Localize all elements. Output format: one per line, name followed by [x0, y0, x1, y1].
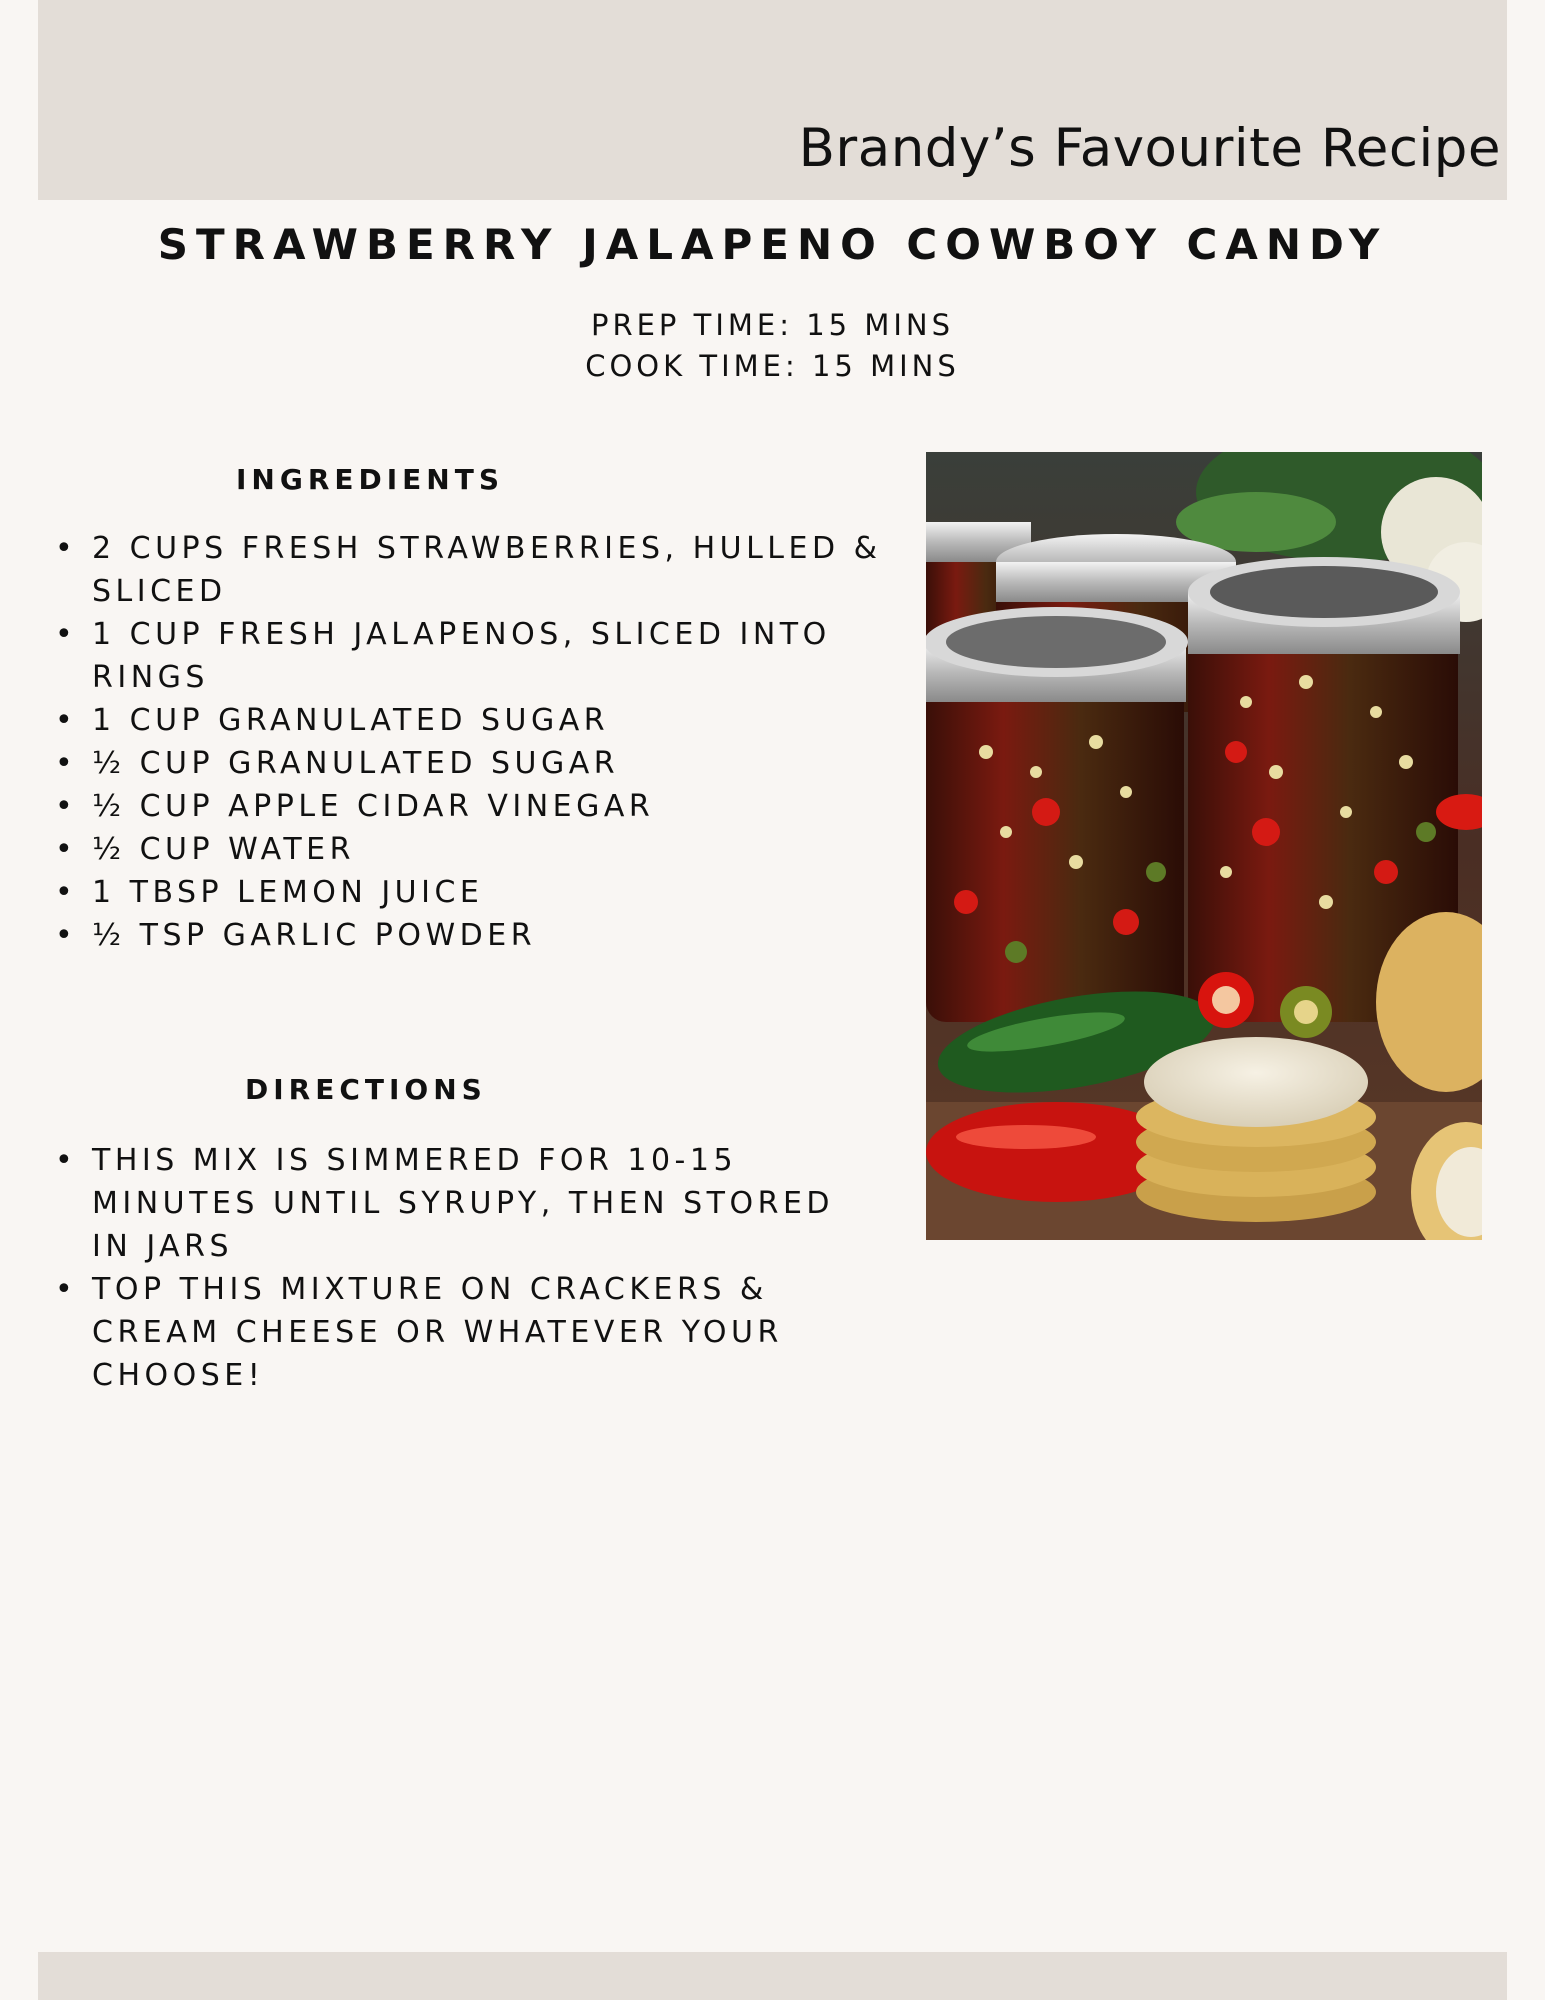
ingredient-item: [55, 742, 885, 785]
ingredient-item: [55, 914, 885, 957]
ingredients-heading: INGREDIENTS: [236, 463, 505, 496]
cowboy-candy-jars-image: [926, 452, 1482, 1240]
bullet-icon: •: [55, 617, 78, 652]
direction-text: TOP THIS MIXTURE ON CRACKERS & CREAM CHEESE OR WHATEVER YOUR CHOOSE!: [92, 1272, 783, 1393]
ingredient-text: 1 CUP FRESH JALAPENOS, SLICED INTO RINGS: [92, 617, 831, 695]
prep-time: PREP TIME: 15 MINS: [590, 308, 955, 342]
ingredient-text: ½ CUP WATER: [92, 832, 355, 867]
directions-list: [55, 1139, 885, 1397]
ingredient-item: [55, 871, 885, 914]
ingredient-item: [55, 527, 885, 613]
footer-band: [38, 1952, 1507, 2000]
header-title: Brandy’s Favourite Recipe: [798, 118, 1501, 179]
recipe-photo: [926, 452, 1482, 1240]
recipe-title: STRAWBERRY JALAPENO COWBOY CANDY: [157, 220, 1388, 269]
ingredients-list: [55, 527, 885, 957]
bullet-icon: •: [55, 746, 78, 781]
ingredient-text: ½ CUP GRANULATED SUGAR: [92, 746, 620, 781]
cook-time: COOK TIME: 15 MINS: [585, 349, 960, 383]
ingredient-item: [55, 785, 885, 828]
ingredient-text: ½ CUP APPLE CIDAR VINEGAR: [92, 789, 655, 824]
ingredient-item: [55, 828, 885, 871]
bullet-icon: •: [55, 875, 78, 910]
directions-heading: DIRECTIONS: [245, 1073, 487, 1106]
ingredient-text: 2 CUPS FRESH STRAWBERRIES, HULLED & SLICED: [92, 531, 882, 609]
bullet-icon: •: [55, 789, 78, 824]
bullet-icon: •: [55, 1143, 78, 1178]
bullet-icon: •: [55, 1272, 78, 1307]
ingredient-text: 1 CUP GRANULATED SUGAR: [92, 703, 610, 738]
bullet-icon: •: [55, 918, 78, 953]
ingredient-item: [55, 613, 885, 699]
direction-text: THIS MIX IS SIMMERED FOR 10-15 MINUTES UNTIL SYRUPY, THEN STORED IN JARS: [92, 1143, 835, 1264]
direction-item: [55, 1268, 885, 1397]
bullet-icon: •: [55, 531, 78, 566]
recipe-times: [0, 305, 1545, 387]
ingredient-item: [55, 699, 885, 742]
ingredient-text: 1 TBSP LEMON JUICE: [92, 875, 484, 910]
ingredient-text: ½ TSP GARLIC POWDER: [92, 918, 537, 953]
direction-item: [55, 1139, 885, 1268]
bullet-icon: •: [55, 703, 78, 738]
bullet-icon: •: [55, 832, 78, 867]
